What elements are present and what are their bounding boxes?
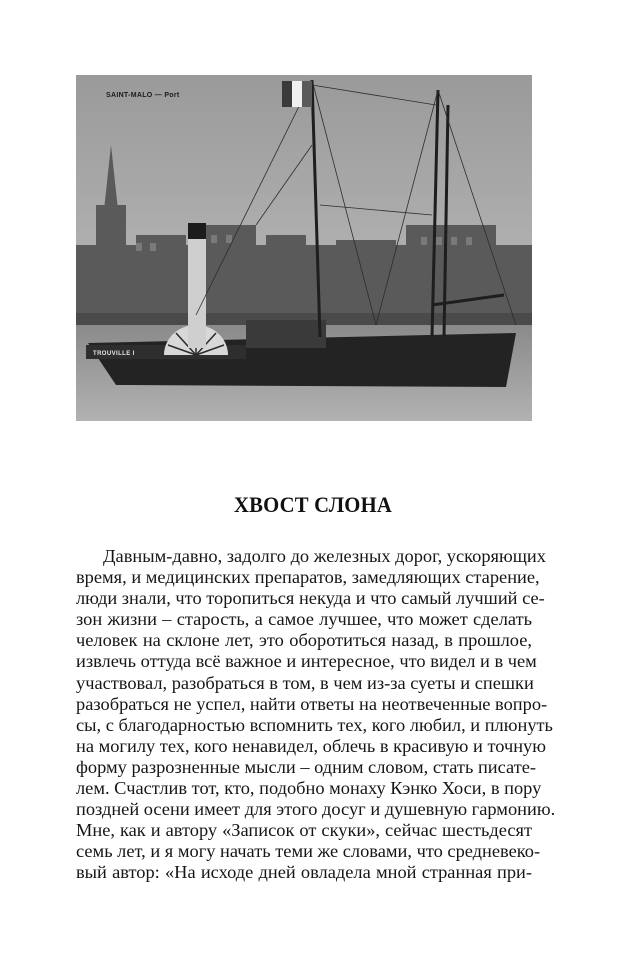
paragraph-line: на могилу тех, кого ненавидел, облечь в красивую и точную xyxy=(76,735,546,756)
harbor-photo xyxy=(76,75,532,421)
paragraph-line: форму разрозненные мысли – одним словом, стать писате- xyxy=(76,756,537,777)
paragraph-line: зон жизни – старость, а самое лучшее, что может сделать xyxy=(76,609,532,630)
chapter-title: ХВОСТ СЛОНА xyxy=(234,492,392,517)
boat-name-label: TROUVILLE I xyxy=(93,351,135,357)
paragraph-line: семь лет, и я могу начать теми же словами, что средневеко- xyxy=(76,841,541,862)
paragraph-line: сы, с благодарностью вспомнить тех, кого любил, и плюнуть xyxy=(76,714,553,735)
paragraph-line: участвовал, разобраться в том, в чем из-за суеты и спешки xyxy=(76,672,534,693)
paragraph-line: время, и медицинских препаратов, замедляющих старение, xyxy=(76,567,540,588)
paragraph-line: Давным-давно, задолго до железных дорог, ускоряющих xyxy=(103,546,546,566)
paragraph-line: Мне, как и автору «Записок от скуки», сейчас шестьдесят xyxy=(76,820,532,841)
photo-caption: SAINT-MALO — Port xyxy=(106,92,180,99)
body-paragraph xyxy=(76,546,556,884)
paragraph-line: вый автор: «На исходе дней овладела мной странная при- xyxy=(76,862,532,883)
harbor-photo-illustration xyxy=(76,75,532,421)
paragraph-line: люди знали, что торопиться некуда и что самый лучший се- xyxy=(76,588,545,609)
paragraph-line: разобраться не успел, найти ответы на неотвеченные вопро- xyxy=(76,693,548,714)
paragraph-line: поздней осени имеет для этого досуг и душевную гармонию. xyxy=(76,799,556,820)
paragraph-line: лем. Счастлив тот, кто, подобно монаху Кэнко Хоси, в пору xyxy=(76,778,542,799)
paragraph-line: человек на склоне лет, это оборотиться назад, в прошлое, xyxy=(76,630,532,651)
paragraph-line: извлечь оттуда всё важное и интересное, что видел и в чем xyxy=(76,651,537,672)
